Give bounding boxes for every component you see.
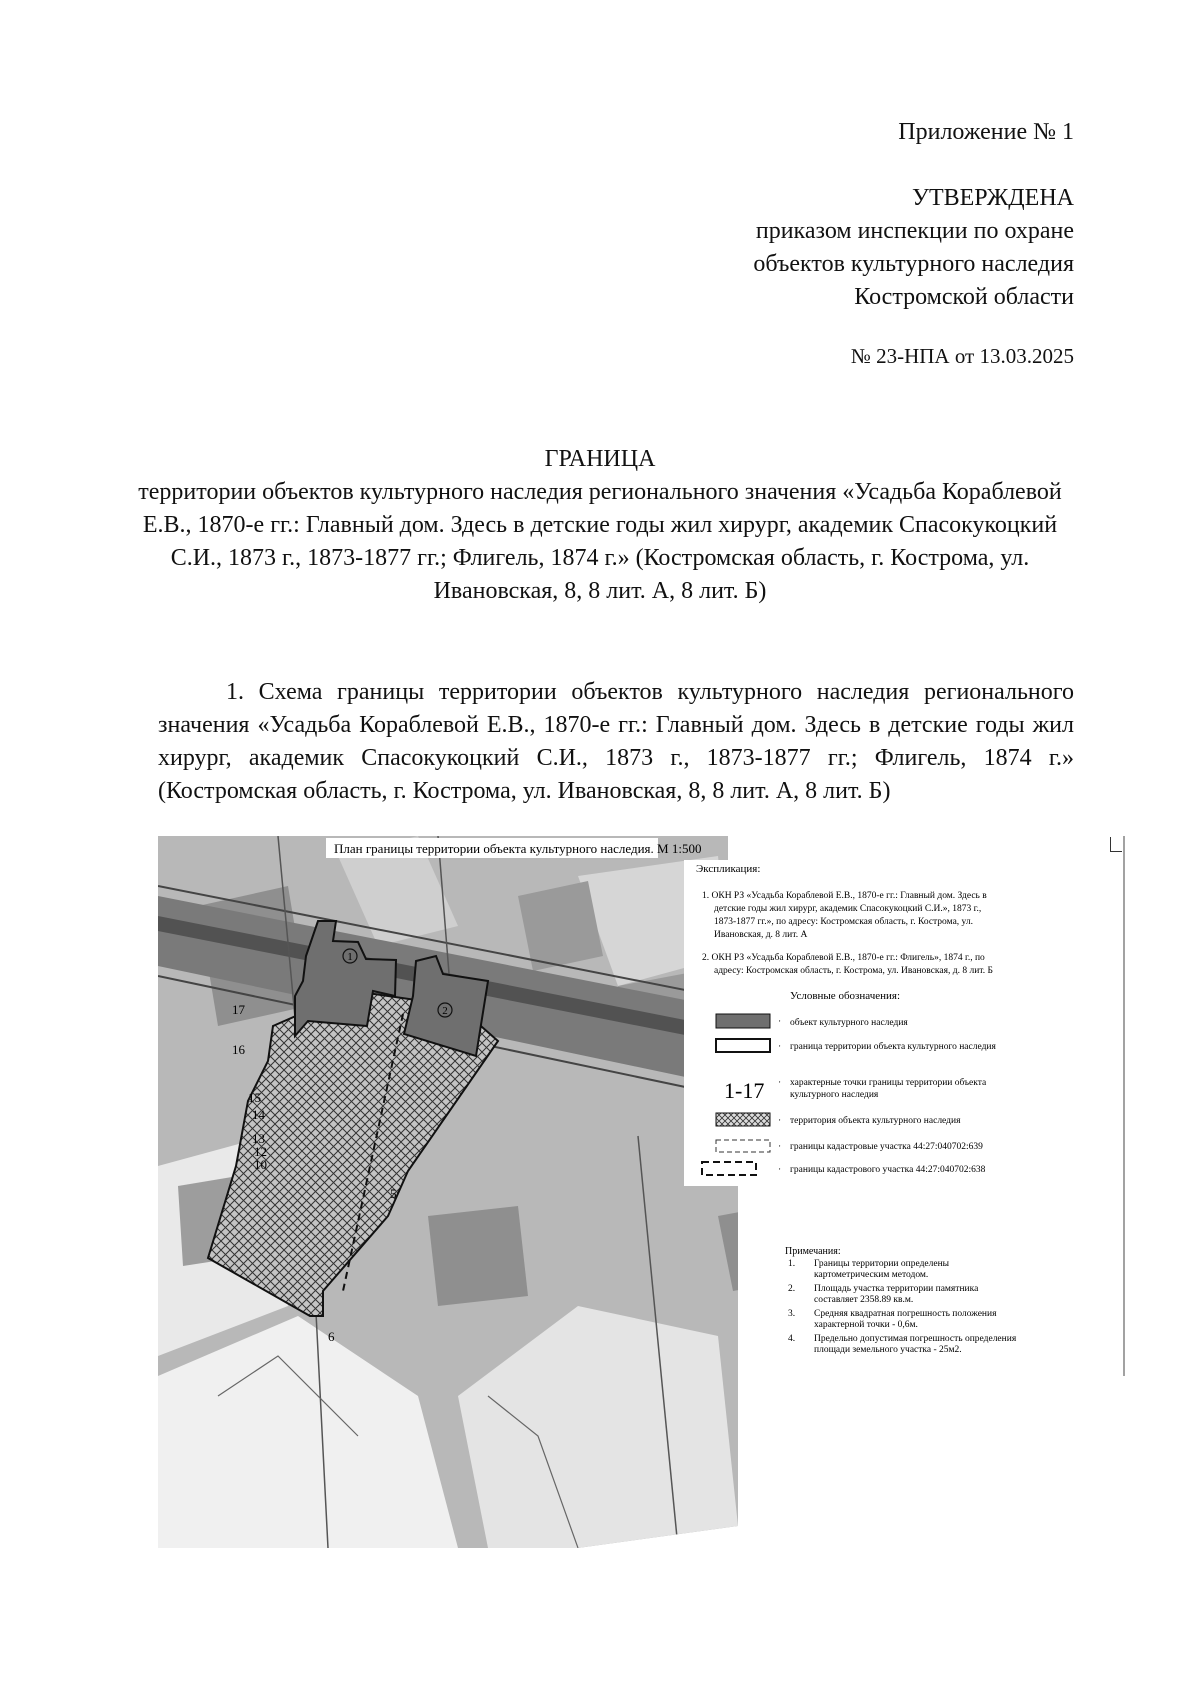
- legend-object-label: объект культурного наследия: [790, 1018, 908, 1028]
- legend-dash: ·: [778, 1042, 782, 1052]
- legend-dash: ·: [778, 1142, 782, 1152]
- note-text: Площадь участка территории памятника: [814, 1284, 979, 1294]
- explication-line: 1873-1877 гг.», по адресу: Костромская область, г. Кострома, ул.: [714, 917, 973, 927]
- approval-line: объектов культурного наследия: [753, 251, 1074, 277]
- legend-dash: ·: [778, 1165, 782, 1175]
- legend-title: Условные обозначения:: [790, 990, 901, 1002]
- point-label-14: 14: [252, 1107, 265, 1122]
- note-text: площади земельного участка - 25м2.: [814, 1345, 962, 1355]
- note-text: Средняя квадратная погрешность положения: [814, 1309, 997, 1319]
- approval-block: [753, 182, 1074, 314]
- note-number: 2.: [788, 1284, 796, 1294]
- boundary-map: [158, 836, 1126, 1548]
- legend-symbol-points: 1-17: [724, 1078, 765, 1103]
- plan-title: План границы территории объекта культурного наследия. М 1:500: [334, 841, 702, 856]
- note-number: 3.: [788, 1309, 796, 1319]
- note-text: картометрическим методом.: [814, 1270, 929, 1280]
- building-label-2: 2: [442, 1005, 448, 1017]
- explication-line: Ивановская, д. 8 лит. А: [714, 930, 808, 940]
- approval-line: приказом инспекции по охране: [755, 218, 1074, 244]
- map-svg: [158, 836, 1126, 1548]
- legend-points-label: характерные точки границы территории объекта: [790, 1078, 987, 1088]
- building-label-1: 1: [347, 951, 353, 963]
- point-label-15: 15: [248, 1090, 261, 1105]
- explication-title: Экспликация:: [696, 863, 761, 875]
- approval-line: Костромской области: [854, 284, 1074, 310]
- legend-symbol-object: [716, 1014, 770, 1028]
- order-number: № 23-НПА от 13.03.2025: [850, 344, 1074, 368]
- legend-dash: ·: [778, 1116, 782, 1126]
- note-text: Предельно допустимая погрешность определения: [814, 1334, 1017, 1344]
- explication-line: 2. ОКН РЗ «Усадьба Кораблевой Е.В., 1870-е гг.: Флигель», 1874 г., по: [702, 953, 985, 963]
- legend-cadastral-639-label: границы кадастровые участка 44:27:040702:639: [790, 1142, 983, 1152]
- point-label-13: 13: [252, 1131, 265, 1146]
- note-text: характерной точки - 0,6м.: [814, 1320, 918, 1330]
- legend-panel: [684, 860, 1046, 1146]
- appendix-label: Приложение № 1: [898, 119, 1074, 145]
- approval-heading: УТВЕРЖДЕНА: [911, 185, 1074, 211]
- point-label-16: 16: [232, 1042, 245, 1057]
- point-label-6: 6: [328, 1329, 335, 1344]
- explication-line: детские годы жил хирург, академик Спасокукоцкий С.И.», 1873 г.,: [714, 904, 982, 914]
- note-number: 4.: [788, 1334, 796, 1344]
- point-label-17: 17: [232, 1002, 245, 1017]
- document-subtitle: территории объектов культурного наследия регионального значения «Усадьба Кораблевой Е.В., 1870-е гг.: Главный дом. Здесь в детские годы жил хирург, академик Спасокукоцкий С.И., 1873 г., 1873-1877 гг.; Флигель, 1874 г.» (Костромская область, г. Кострома, ул. Ивановская, 8, 8 лит. А, 8 лит. Б): [138, 479, 1062, 604]
- explication-line: адресу: Костромская область, г. Кострома, ул. Ивановская, д. 8 лит. Б: [714, 966, 993, 976]
- legend-symbol-boundary: [716, 1039, 770, 1052]
- point-label-10: 10: [254, 1157, 267, 1172]
- legend-territory-label: территория объекта культурного наследия: [790, 1116, 961, 1126]
- point-label-5: 5: [390, 1186, 397, 1201]
- legend-dash: ·: [778, 1017, 782, 1027]
- note-text: Границы территории определены: [814, 1259, 950, 1269]
- legend-cadastral-638-label: границы кадастрового участка 44:27:040702:638: [790, 1165, 986, 1175]
- legend-boundary-label: граница территории объекта культурного наследия: [790, 1042, 996, 1052]
- note-number: 1.: [788, 1259, 796, 1269]
- notes-title: Примечания:: [785, 1246, 841, 1257]
- legend-dash: ·: [778, 1078, 782, 1088]
- section-1-paragraph: 1. Схема границы территории объектов культурного наследия регионального значения «Усадьба Кораблевой Е.В., 1870-е гг.: Главный дом. Здесь в детские годы жил хирург, академик Спасокукоцкий С.И., 1873 г., 1873-1877 гг.; Флигель, 1874 г.» (Костромская область, г. Кострома, ул. Ивановская, 8, 8 лит. А, 8 лит. Б): [158, 679, 1074, 804]
- legend-symbol-territory: [716, 1113, 770, 1126]
- note-text: составляет 2358.89 кв.м.: [814, 1295, 914, 1305]
- explication-line: 1. ОКН РЗ «Усадьба Кораблевой Е.В., 1870-е гг.: Главный дом. Здесь в: [702, 891, 987, 901]
- document-title: ГРАНИЦА: [544, 446, 656, 472]
- point-label-12: 12: [254, 1144, 267, 1159]
- legend-points-label: культурного наследия: [790, 1090, 879, 1100]
